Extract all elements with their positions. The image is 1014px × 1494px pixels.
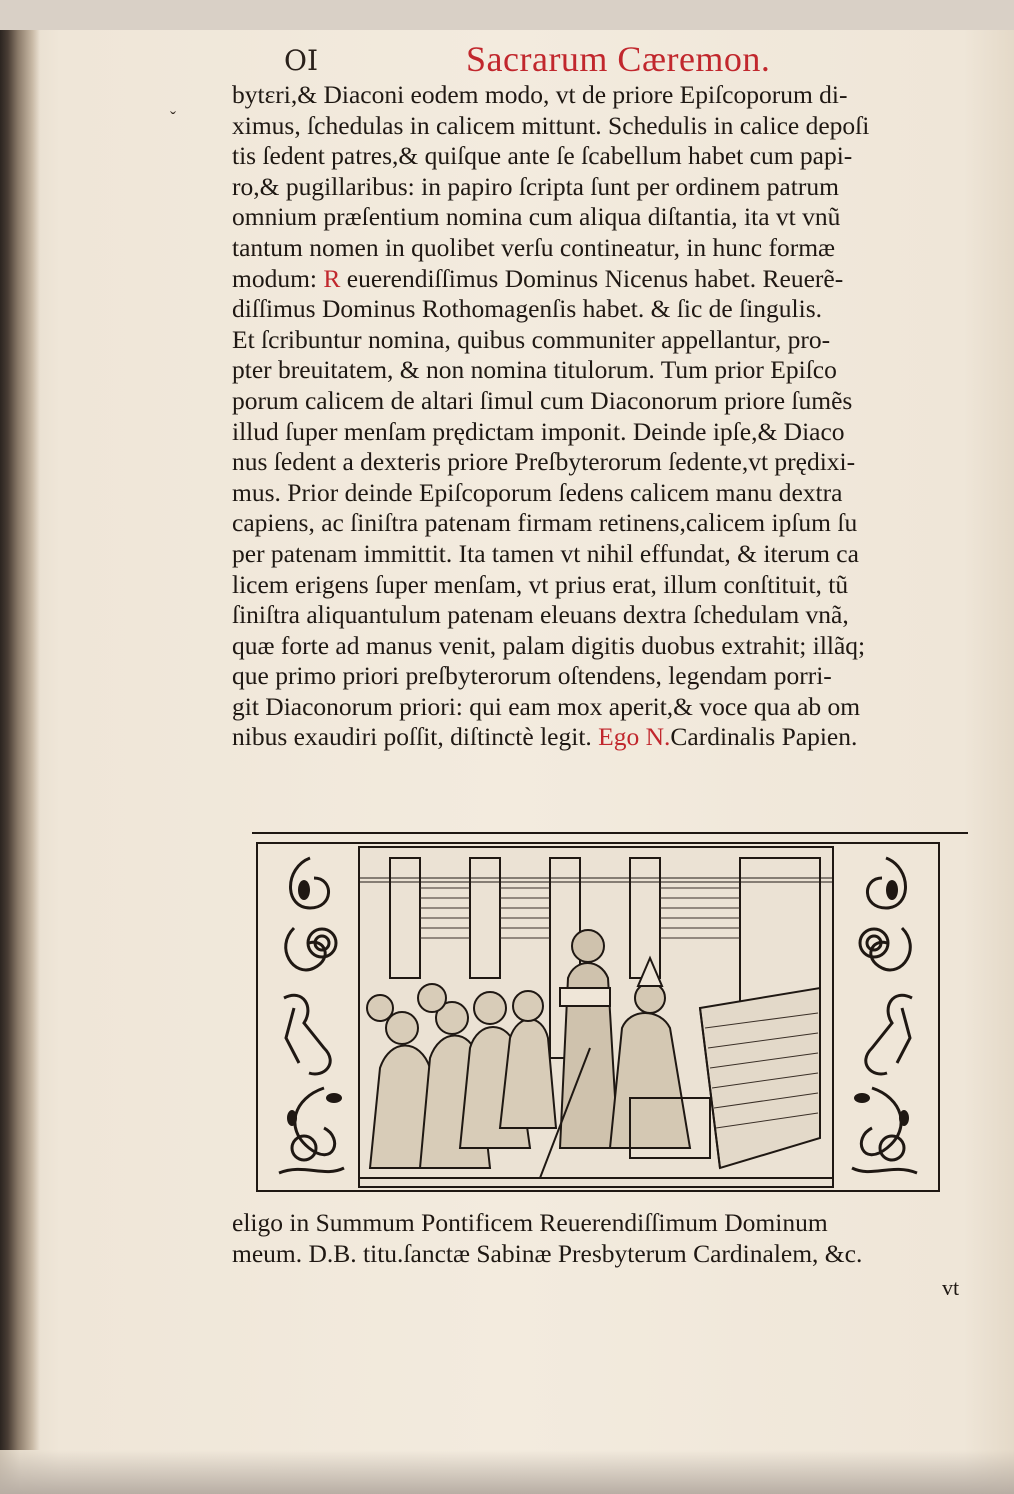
text-line: omnium præſentium nomina cum aliqua diſtantia, ita vt vnũ bbox=[232, 202, 841, 232]
text-line: nus ſedent a dexteris priore Preſbyterorum ſedente,vt prędixi- bbox=[232, 447, 856, 477]
text-line: illud ſuper menſam prędictam imponit. Deinde ipſe,& Diaco bbox=[232, 416, 845, 446]
text-line: capiens, ac ſiniſtra patenam firmam retinens,calicem ipſum ſu bbox=[232, 508, 858, 538]
text-line bbox=[232, 264, 976, 295]
text-line: Et ſcribuntur nomina, quibus communiter appellantur, pro- bbox=[232, 324, 831, 354]
caption-line: meum. D.B. titu.ſanctæ Sabinæ Presbyterum Cardinalem, &c. bbox=[232, 1238, 863, 1268]
caption-text bbox=[232, 1207, 976, 1268]
ornamental-border-left-icon bbox=[264, 848, 356, 1184]
text-line bbox=[232, 722, 976, 753]
text-line: per patenam immittit. Ita tamen vt nihil effundat, & iterum ca bbox=[232, 538, 859, 568]
text-line: mus. Prior deinde Epiſcoporum ſedens calicem manu dextra bbox=[232, 477, 843, 507]
text-line: ſiniſtra aliquantulum patenam eleuans dextra ſchedulam vnã, bbox=[232, 600, 849, 630]
text-segment: euerendiſſimus Dominus Nicenus habet. Reuerẽ- bbox=[340, 263, 844, 293]
text-line: tis ſedent patres,& quiſque ante ſe ſcabellum habet cum papi- bbox=[232, 141, 853, 171]
text-line: git Diaconorum priori: qui eam mox aperit,& voce qua ab om bbox=[232, 691, 861, 721]
text-line: que primo priori preſbyterorum oſtendens, legendam porri- bbox=[232, 661, 832, 691]
text-line: licem erigens ſuper menſam, vt prius erat, illum conſtituit, tũ bbox=[232, 569, 849, 599]
text-line: porum calicem de altari ſimul cum Diaconorum priore ſumẽs bbox=[232, 385, 853, 415]
text-segment: Cardinalis Papien. bbox=[670, 722, 858, 752]
text-line: tantum nomen in quolibet verſu contineatur, in hunc formæ bbox=[232, 232, 836, 262]
text-segment: nibus exaudiri poſſit, diſtinctè legit. bbox=[232, 722, 599, 752]
text-segment: modum: bbox=[232, 263, 324, 293]
text-line: ximus, ſchedulas in calicem mittunt. Schedulis in calice depoſi bbox=[232, 110, 870, 140]
conclave-scene-icon bbox=[358, 846, 834, 1188]
rubric-word: N. bbox=[645, 722, 671, 752]
text-line: quæ forte ad manus venit, palam digitis duobus extrahit; illãq; bbox=[232, 630, 866, 660]
horizontal-rule bbox=[252, 832, 968, 834]
text-line: ro,& pugillaribus: in papiro ſcripta ſunt per ordinem patrum bbox=[232, 171, 839, 201]
text-line: diſſimus Dominus Rothomagenſis habet. & ſic de ſingulis. bbox=[232, 294, 823, 324]
running-title: Sacrarum Cæremon. bbox=[466, 39, 771, 79]
body-text bbox=[232, 80, 976, 753]
background-top bbox=[0, 0, 1014, 30]
rubric-initial: R bbox=[323, 263, 341, 293]
folio-number: OI bbox=[284, 44, 319, 77]
text-line: bytεri,& Diaconi eodem modo, vt de priore Epiſcoporum di- bbox=[232, 80, 848, 109]
page-bottom-shadow bbox=[0, 1450, 1014, 1494]
catchword: vt bbox=[942, 1275, 960, 1300]
margin-mark: ˇ bbox=[170, 108, 176, 128]
caption-line: eligo in Summum Pontificem Reuerendiſſimum Dominum bbox=[232, 1208, 828, 1237]
text-line: pter breuitatem, & non nomina titulorum. Tum prior Epiſco bbox=[232, 355, 837, 385]
woodcut-illustration bbox=[256, 842, 940, 1192]
rubric-word: Ego bbox=[598, 722, 640, 752]
ornamental-border-right-icon bbox=[840, 848, 932, 1184]
book-spine bbox=[0, 30, 40, 1450]
